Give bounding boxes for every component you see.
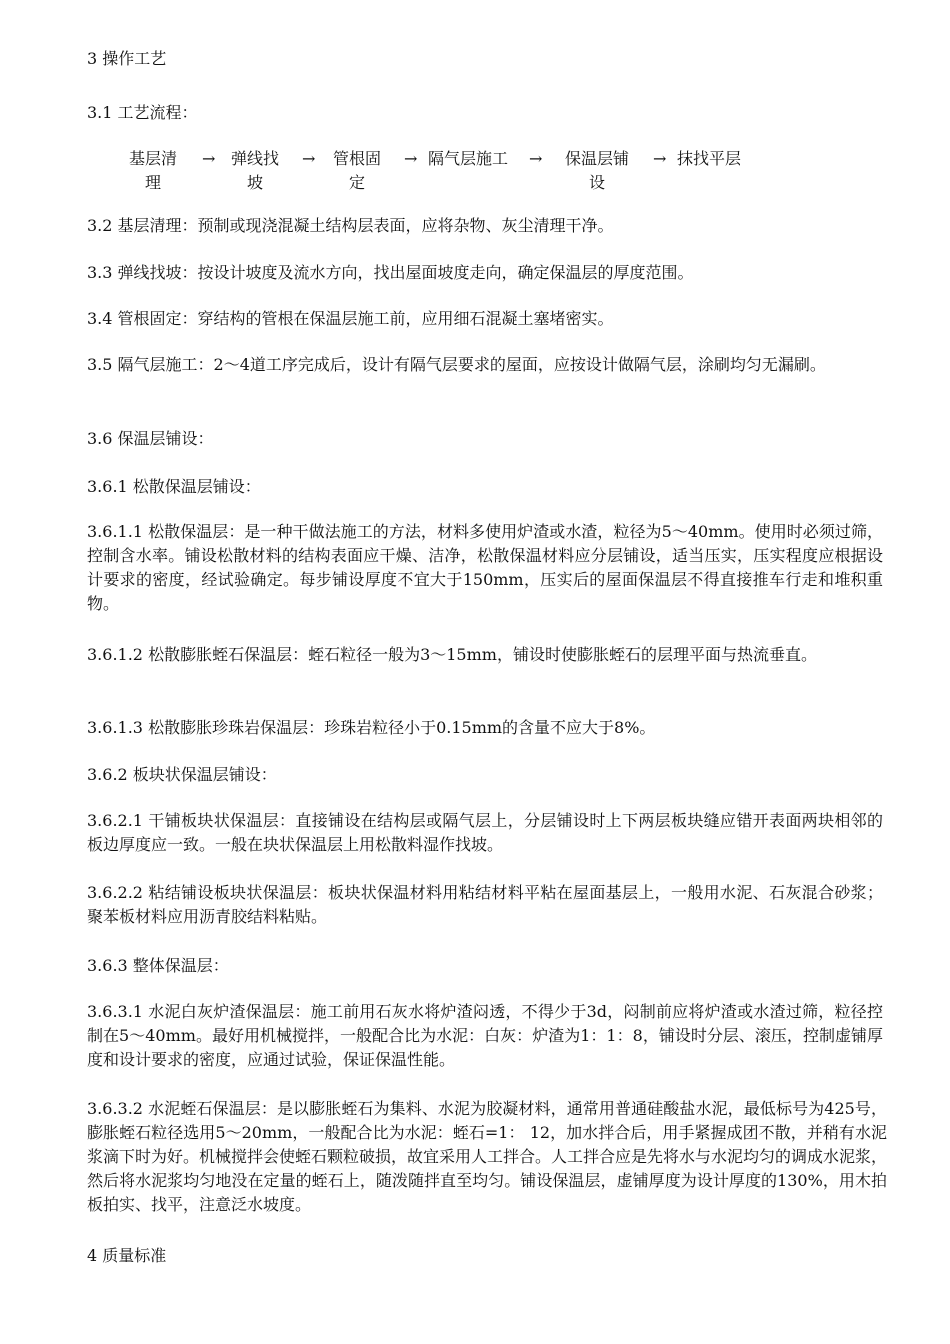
heading-section-3-1: 3.1 工艺流程： bbox=[87, 103, 198, 122]
paragraph-3-6-1-2: 3.6.1.2 松散膨胀蛭石保温层：蛭石粒径一般为3～15mm，铺设时使膨胀蛭石的层理平面与热流垂直。 bbox=[87, 645, 817, 664]
flow-step-2: 弹线找 坡 bbox=[231, 149, 280, 192]
paragraph-3-6-2-2: 3.6.2.2 粘结铺设板块状保温层：板块状保温材料用粘结材料平粘在屋面基层上，一般用水泥、石灰混合砂浆；聚苯板材料应用沥青胶结料粘贴。 bbox=[87, 883, 883, 926]
paragraph-3-6-3-1: 3.6.3.1 水泥白灰炉渣保温层：施工前用石灰水将炉渣闷透，不得少于3d，闷制前应将炉渣或水渣过筛，粒径控制在5～40mm。最好用机械搅拌，一般配合比为水泥：白灰：炉渣为1：1：8，铺设时分层、滚压，控制虚铺厚度和设计要求的密度，应通过试验，保证保温性能。 bbox=[87, 1002, 883, 1069]
heading-section-4: 4 质量标准 bbox=[87, 1246, 167, 1265]
paragraph-3-6-1-3: 3.6.1.3 松散膨胀珍珠岩保温层：珍珠岩粒径小于0.15mm的含量不应大于8%。 bbox=[87, 718, 656, 737]
arrow-icon: → bbox=[404, 149, 418, 168]
heading-section-3-6: 3.6 保温层铺设： bbox=[87, 429, 214, 448]
paragraph-3-3: 3.3 弹线找坡：按设计坡度及流水方向，找出屋面坡度走向，确定保温层的厚度范围。 bbox=[87, 263, 694, 282]
flow-step-3: 管根固 定 bbox=[333, 149, 382, 192]
flow-step-1: 基层清 理 bbox=[129, 149, 178, 192]
arrow-icon: → bbox=[202, 149, 216, 168]
arrow-icon: → bbox=[653, 149, 667, 168]
paragraph-3-6-2-1: 3.6.2.1 干铺板块状保温层：直接铺设在结构层或隔气层上，分层铺设时上下两层板块缝应错开表面两块相邻的板边厚度应一致。一般在块状保温层上用松散料湿作找坡。 bbox=[87, 811, 883, 854]
heading-section-3-6-1: 3.6.1 松散保温层铺设： bbox=[87, 477, 261, 496]
process-flow bbox=[87, 147, 887, 197]
paragraph-3-6-3-2: 3.6.3.2 水泥蛭石保温层：是以膨胀蛭石为集料、水泥为胶凝材料，通常用普通硅酸盐水泥，最低标号为425号，膨胀蛭石粒径选用5～20mm，一般配合比为水泥：蛭石=1： 12，加水拌合后，用手紧握成团不散，并稍有水泥浆滴下时为好。机械搅拌会使蛭石颗粒破损，故宜采用人工拌合。人工拌合应是先将水与水泥均匀的调成水泥浆，然后将水泥浆均匀地没在定量的蛭石上，随泼随拌直至均匀。铺设保温层，虚铺厚度为设计厚度的130%，用木拍板拍实、找平，注意泛水坡度。 bbox=[87, 1099, 888, 1214]
arrow-icon: → bbox=[302, 149, 316, 168]
heading-section-3-6-2: 3.6.2 板块状保温层铺设： bbox=[87, 765, 277, 784]
paragraph-3-6-1-1: 3.6.1.1 松散保温层：是一种干做法施工的方法，材料多使用炉渣或水渣，粒径为5～40mm。使用时必须过筛，控制含水率。铺设松散材料的结构表面应干燥、洁净，松散保温材料应分层铺设，适当压实，压实程度应根据设计要求的密度，经试验确定。每步铺设厚度不宜大于150mm，压实后的屋面保温层不得直接推车行走和堆积重物。 bbox=[87, 522, 883, 613]
flow-step-6: 抹找平层 bbox=[677, 149, 742, 168]
flow-step-4: 隔气层施工 bbox=[428, 149, 509, 168]
paragraph-3-5: 3.5 隔气层施工：2～4道工序完成后，设计有隔气层要求的屋面，应按设计做隔气层，涂刷均匀无漏刷。 bbox=[87, 355, 826, 374]
flow-step-5: 保温层铺 设 bbox=[565, 149, 630, 192]
arrow-icon: → bbox=[529, 149, 543, 168]
paragraph-3-4: 3.4 管根固定：穿结构的管根在保温层施工前，应用细石混凝土塞堵密实。 bbox=[87, 309, 614, 328]
heading-section-3: 3 操作工艺 bbox=[87, 49, 167, 68]
heading-section-3-6-3: 3.6.3 整体保温层： bbox=[87, 956, 229, 975]
paragraph-3-2: 3.2 基层清理：预制或现浇混凝土结构层表面，应将杂物、灰尘清理干净。 bbox=[87, 216, 614, 235]
